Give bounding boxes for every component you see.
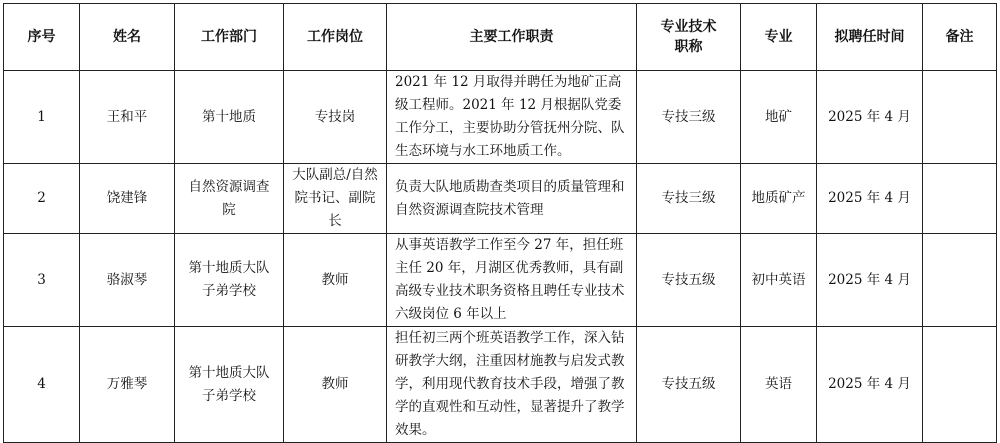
cell-dept xyxy=(175,164,284,234)
header-duty: 主要工作职责 xyxy=(387,4,637,71)
cell-dept-line: 子弟学校 xyxy=(202,283,256,299)
cell-seq: 4 xyxy=(4,327,80,443)
cell-name: 王和平 xyxy=(80,71,175,164)
cell-duty: 从事英语教学工作至今 27 年，担任班主任 20 年，月湖区优秀教师，具有副高级专业技术职务资格且聘任专业技术六级岗位 6 年以上 xyxy=(387,234,637,327)
cell-dept-line: 自然资源调查 xyxy=(188,178,270,195)
cell-major: 地质矿产 xyxy=(741,164,817,234)
header-seq: 序号 xyxy=(4,4,80,71)
cell-note xyxy=(923,164,997,234)
cell-duty: 负责大队地质勘查类项目的质量管理和自然资源调查院技术管理 xyxy=(387,164,637,234)
cell-dept-line: 第十地质大队 xyxy=(188,260,270,276)
cell-post xyxy=(284,164,387,234)
header-name: 姓名 xyxy=(80,4,175,71)
cell-post-line: 教师 xyxy=(321,376,349,392)
cell-dept-line: 子弟学校 xyxy=(202,387,256,404)
header-tech-title xyxy=(637,4,741,71)
cell-major: 地矿 xyxy=(741,71,817,164)
cell-dept xyxy=(175,234,284,327)
header-note: 备注 xyxy=(923,4,997,71)
cell-duty: 担任初三两个班英语教学工作，深入钻研教学大纲，注重因材施教与启发式教学，利用现代教育技术手段，增强了教学的直观性和互动性，显著提升了教学效果。 xyxy=(387,327,637,443)
cell-tech-title: 专技五级 xyxy=(637,234,741,327)
cell-post xyxy=(284,327,387,443)
cell-name: 万雅琴 xyxy=(80,327,175,443)
cell-dept xyxy=(175,327,284,443)
header-major: 专业 xyxy=(741,4,817,71)
cell-dept-line: 院 xyxy=(222,201,236,218)
table-row xyxy=(4,71,997,164)
cell-note xyxy=(923,234,997,327)
cell-date: 2025 年 4 月 xyxy=(817,164,923,234)
table-row xyxy=(4,327,997,443)
cell-seq: 3 xyxy=(4,234,80,327)
header-date: 拟聘任时间 xyxy=(817,4,923,71)
cell-duty: 2021 年 12 月取得并聘任为地矿正高级工程师。2021 年 12 月根据队党委工作分工，主要协助分管抚州分院、队生态环境与水工环地质工作。 xyxy=(387,71,637,164)
cell-note xyxy=(923,71,997,164)
cell-seq: 1 xyxy=(4,71,80,164)
appointment-table xyxy=(3,3,997,443)
cell-tech-title: 专技五级 xyxy=(637,327,741,443)
header-post: 工作岗位 xyxy=(284,4,387,71)
appointment-table-container xyxy=(3,3,997,443)
cell-seq: 2 xyxy=(4,164,80,234)
cell-tech-title: 专技三级 xyxy=(637,164,741,234)
header-tech-line2: 职称 xyxy=(674,39,703,55)
cell-post-line: 教师 xyxy=(321,271,349,288)
header-row xyxy=(4,4,997,71)
cell-note xyxy=(923,327,997,443)
cell-date: 2025 年 4 月 xyxy=(817,327,923,443)
cell-name: 骆淑琴 xyxy=(80,234,175,327)
table-row xyxy=(4,234,997,327)
table-row xyxy=(4,164,997,234)
cell-post xyxy=(284,234,387,327)
cell-post xyxy=(284,71,387,164)
cell-major: 初中英语 xyxy=(741,234,817,327)
cell-post-line: 专技岗 xyxy=(314,108,356,125)
cell-name: 饶建锋 xyxy=(80,164,175,234)
cell-dept xyxy=(175,71,284,164)
cell-major: 英语 xyxy=(741,327,817,443)
cell-tech-title: 专技三级 xyxy=(637,71,741,164)
cell-date: 2025 年 4 月 xyxy=(817,71,923,164)
cell-post-line: 院书记、副院长 xyxy=(294,190,376,229)
cell-date: 2025 年 4 月 xyxy=(817,234,923,327)
header-tech-line1: 专业技术 xyxy=(660,19,717,35)
cell-dept-line: 第十地质 xyxy=(202,108,256,125)
cell-post-line: 大队副总/自然 xyxy=(292,167,378,183)
cell-dept-line: 第十地质大队 xyxy=(188,364,270,381)
header-dept: 工作部门 xyxy=(175,4,284,71)
